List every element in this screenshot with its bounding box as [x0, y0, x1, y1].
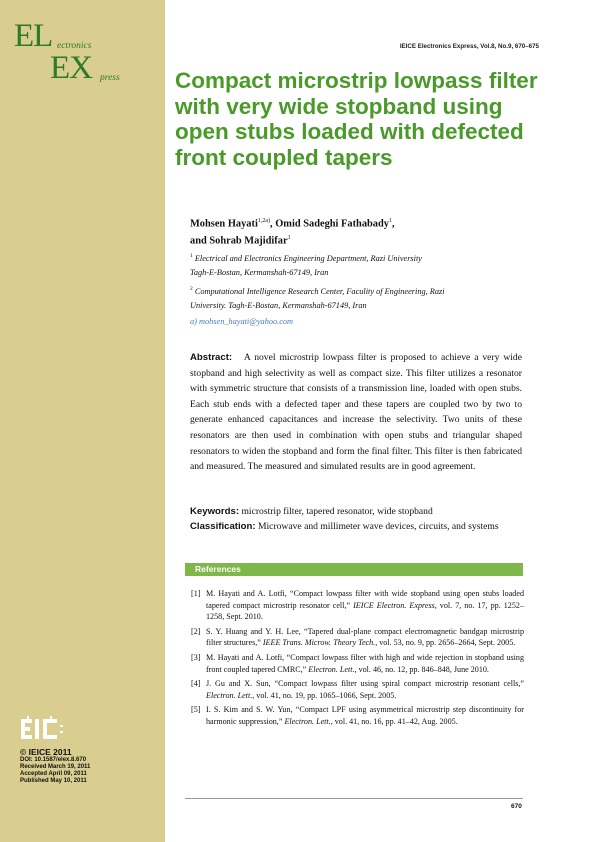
- paper-title: Compact microstrip lowpass filter with very wide stopband using open stubs loaded with defected front coupled tapers: [175, 68, 538, 170]
- affiliation-2-line1: Computational Intelligence Research Center, Faculity of Engineering, Razi: [194, 286, 445, 296]
- reference-journal: IEICE Electron. Express: [353, 600, 435, 610]
- reference-text: J. Gu and X. Sun, “Compact lowpass filter using spiral compact microstrip resonant cells,”: [206, 679, 524, 689]
- reference-journal: Electron. Lett.: [308, 664, 355, 674]
- contact-email[interactable]: [190, 315, 520, 329]
- publication-info: [20, 747, 90, 785]
- abstract-text: A novel microstrip lowpass filter is proposed to achieve a very wide stopband and high selectivity as well as compact size. This filter utilizes a resonator with symmetric structure that consists of a transmission line, loaded with open stubs. Each stub ends with a defected taper and these tapers are coupled two by two to generate enhanced capacitances and increase the selectivity. Two units of these resonators are then used in combination with open stubs and triangular shaped resonators to widen the stopband and form the final filter. This filter is then fabricated and measured. The measured and simulated results are in good agreement.: [190, 352, 522, 473]
- reference-details: , vol. 41, no. 16, pp. 41–42, Aug. 2005.: [330, 716, 458, 726]
- affiliation-2-sup: 2: [190, 286, 193, 293]
- classification-label: Classification:: [190, 520, 256, 532]
- reference-journal: Electron. Lett.: [206, 690, 253, 700]
- affiliation-1-line1: Electrical and Electronics Engineering Department, Razi University: [194, 253, 422, 263]
- reference-number: [2]: [191, 626, 201, 636]
- keywords-block: [190, 505, 522, 535]
- reference-item: [191, 588, 524, 623]
- author-2-sup: 1: [388, 218, 392, 224]
- footer-rule: [185, 798, 523, 799]
- reference-item: [191, 704, 524, 727]
- eic-logo-icon: [20, 716, 64, 742]
- author-2: Omid Sadeghi Fathabady: [275, 218, 389, 230]
- reference-text: M. Hayati and A. Lotfi, “Compact lowpass filter with high and wide rejection in stopband using front coupled tapered CMRC,”: [206, 652, 524, 674]
- reference-item: [191, 626, 524, 649]
- affiliation-1-sup: 1: [190, 253, 193, 259]
- journal-logo: [14, 20, 164, 90]
- reference-text: I. S. Kim and S. W. Yun, “Compact LPF using asymmetrical microstrip step discontinuity for harmonic suppression,”: [206, 705, 524, 726]
- reference-details: , vol. 7, no. 17, pp. 1252–1258, Sept. 2010.: [206, 600, 524, 622]
- reference-details: , vol. 41, no. 19, pp. 1065–1066, Sept. 2005.: [252, 690, 397, 700]
- author-3-sup: 1: [287, 235, 291, 242]
- reference-journal: Electron. Lett.: [284, 716, 331, 726]
- author-list: Mohsen Hayati$^{1,2a)}$, Omid Sadeghi Fathabady$^1$, and Sohrab Majidifar$^1$: [190, 218, 395, 247]
- reference-item: [191, 652, 524, 675]
- affiliation-1-line2: Tagh-E-Bostan, Kermanshah-67149, Iran: [190, 267, 329, 277]
- classification-text: Microwave and millimeter wave devices, circuits, and systems: [257, 520, 499, 532]
- affiliation-2: [190, 282, 520, 313]
- received-date: Received March 19, 2011: [20, 764, 91, 770]
- reference-number: [1]: [191, 589, 201, 598]
- author-1: Mohsen Hayati: [190, 218, 258, 230]
- copyright: © IEICE 2011: [20, 747, 72, 757]
- logo-press: press: [100, 73, 120, 83]
- reference-list: [191, 588, 524, 731]
- affiliation-1: [190, 249, 520, 280]
- journal-header: IEICE Electronics Express, Vol.8, No.9, 670–675: [399, 43, 539, 50]
- abstract: [190, 350, 522, 475]
- reference-text: S. Y. Huang and Y. H. Lee, “Tapered dual-plane compact electromagnetic bandgap microstrip filter structures,”: [206, 626, 524, 648]
- classification: [190, 520, 522, 535]
- logo-electronics: ectronics: [57, 41, 92, 51]
- affiliations: [190, 249, 520, 330]
- page-number: 670: [511, 803, 522, 810]
- references-heading: References: [185, 563, 523, 576]
- reference-item: [191, 678, 524, 701]
- reference-number: [3]: [191, 652, 201, 662]
- keywords-label: Keywords:: [190, 506, 240, 517]
- affiliation-2-line2: University. Tagh-E-Bostan, Kermanshah-67149, Iran: [190, 301, 367, 311]
- accepted-date: Accepted April 09, 2011: [20, 771, 87, 777]
- reference-details: , vol. 53, no. 9, pp. 2656–2664, Sept. 2005.: [375, 638, 516, 648]
- reference-number: [4]: [191, 679, 201, 689]
- logo-el: EL: [14, 18, 53, 54]
- published-date: Published May 10, 2011: [20, 778, 87, 784]
- abstract-label: Abstract:: [190, 352, 233, 363]
- logo-ex: EX: [50, 50, 92, 86]
- reference-details: , vol. 46, no. 12, pp. 846–848, June 2010.: [354, 664, 489, 674]
- email-address[interactable]: mohsen_hayati@yahoo.com: [199, 317, 294, 327]
- reference-journal: IEEE Trans. Microw. Theory Tech.: [262, 638, 376, 648]
- author-3: Sohrab Majidifar: [209, 235, 288, 247]
- author-1-sup: 1,2a): [257, 218, 271, 224]
- email-prefix: a): [190, 317, 197, 327]
- doi: DOI: 10.1587/elex.8.670: [20, 757, 87, 763]
- reference-text: M. Hayati and A. Lotfi, “Compact lowpass filter with wide stopband using open stubs loaded tapered compact microstrip resonator cell,”: [206, 589, 524, 610]
- reference-number: [5]: [191, 705, 201, 715]
- keywords-text: microstrip filter, tapered resonator, wide stopband: [241, 506, 433, 517]
- keywords: [190, 505, 522, 520]
